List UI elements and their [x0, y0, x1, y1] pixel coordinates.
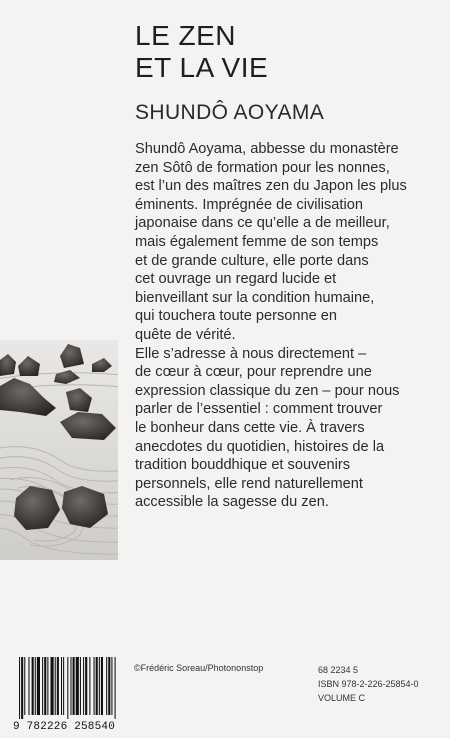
- barcode-bar: [101, 657, 103, 715]
- barcode-bar: [83, 657, 84, 715]
- barcode-bar: [80, 657, 81, 715]
- barcode-bar: [24, 657, 25, 715]
- barcode-bar: [35, 657, 36, 715]
- title-line-2: ET LA VIE: [135, 52, 269, 83]
- blurb-line: zen Sôtô de formation pour les nonnes,: [135, 159, 390, 176]
- barcode-bar: [96, 657, 98, 715]
- blurb-line: anecdotes du quotidien, histoires de la: [135, 438, 385, 455]
- blurb-line: accessible la sagesse du zen.: [135, 494, 329, 511]
- isbn-number: ISBN 978-2-226-25854-0: [318, 679, 419, 689]
- blurb-line: mais également femme de son temps: [135, 233, 379, 250]
- blurb-line: cet ouvrage un regard lucide et: [135, 271, 337, 288]
- barcode-bar: [89, 657, 90, 715]
- barcode-bar: [51, 657, 54, 715]
- blurb-line: Elle s’adresse à nous directement –: [135, 345, 367, 362]
- barcode-bar: [111, 657, 112, 715]
- blurb-line: Shundô Aoyama, abbesse du monastère: [135, 141, 399, 157]
- blurb-line: est l’un des maîtres zen du Japon les plus: [135, 178, 407, 195]
- blurb-line: personnels, elle rend naturellement: [135, 475, 363, 492]
- book-title: [135, 20, 268, 84]
- barcode-bar: [63, 657, 64, 715]
- blurb-line: éminents. Imprégnée de civilisation: [135, 196, 363, 213]
- blurb-line: expression classique du zen – pour nous: [135, 382, 400, 399]
- barcode-bar: [32, 657, 34, 715]
- blurb-line: tradition bouddhique et souvenirs: [135, 457, 351, 474]
- blurb-line: le bonheur dans cette vie. À travers: [135, 419, 365, 436]
- blurb-line: japonaise dans ce qu’elle a de meilleur,: [135, 215, 390, 232]
- barcode-bar: [108, 657, 110, 715]
- barcode-bar: [47, 657, 48, 715]
- barcode-bars: [13, 657, 163, 719]
- barcode-bar: [73, 657, 75, 715]
- title-line-1: LE ZEN: [135, 20, 237, 51]
- author-name: SHUNDÔ AOYAMA: [135, 101, 325, 124]
- barcode-bar: [94, 657, 95, 715]
- photo-credit: ©Frédéric Soreau/Photononstop: [134, 663, 264, 673]
- barcode-bar: [99, 657, 100, 715]
- barcode-bar: [76, 657, 79, 715]
- barcode-bar: [19, 657, 20, 719]
- blurb-line: et de grande culture, elle porte dans: [135, 252, 369, 269]
- barcode-bar: [115, 657, 116, 719]
- barcode-bar: [70, 657, 71, 715]
- barcode-bar: [37, 657, 40, 715]
- barcode-bar: [85, 657, 87, 715]
- volume-label: VOLUME C: [318, 693, 366, 703]
- barcode-bar: [44, 657, 46, 715]
- zen-garden-photo: [0, 340, 118, 560]
- barcode-bar: [55, 657, 56, 715]
- barcode-digits: 9 782226 258540: [13, 721, 116, 733]
- barcode-bar: [61, 657, 62, 715]
- barcode-bar: [28, 657, 29, 715]
- publisher-codes: [318, 663, 419, 705]
- code-number: 68 2234 5: [318, 665, 359, 675]
- barcode-bar: [42, 657, 43, 715]
- barcode-bar: [57, 657, 59, 715]
- blurb-line: bienveillant sur la condition humaine,: [135, 289, 375, 306]
- blurb-line: de cœur à cœur, pour reprendre une: [135, 364, 372, 381]
- barcode-bar: [106, 657, 107, 715]
- blurb-line: parler de l’essentiel : comment trouver: [135, 401, 383, 418]
- barcode-bar: [21, 657, 23, 719]
- barcode-bar: [67, 657, 68, 719]
- blurb-line: quête de vérité.: [135, 326, 236, 343]
- isbn-barcode: [13, 657, 163, 735]
- blurb-text: [135, 140, 435, 512]
- blurb-line: qui touchera toute personne en: [135, 308, 338, 325]
